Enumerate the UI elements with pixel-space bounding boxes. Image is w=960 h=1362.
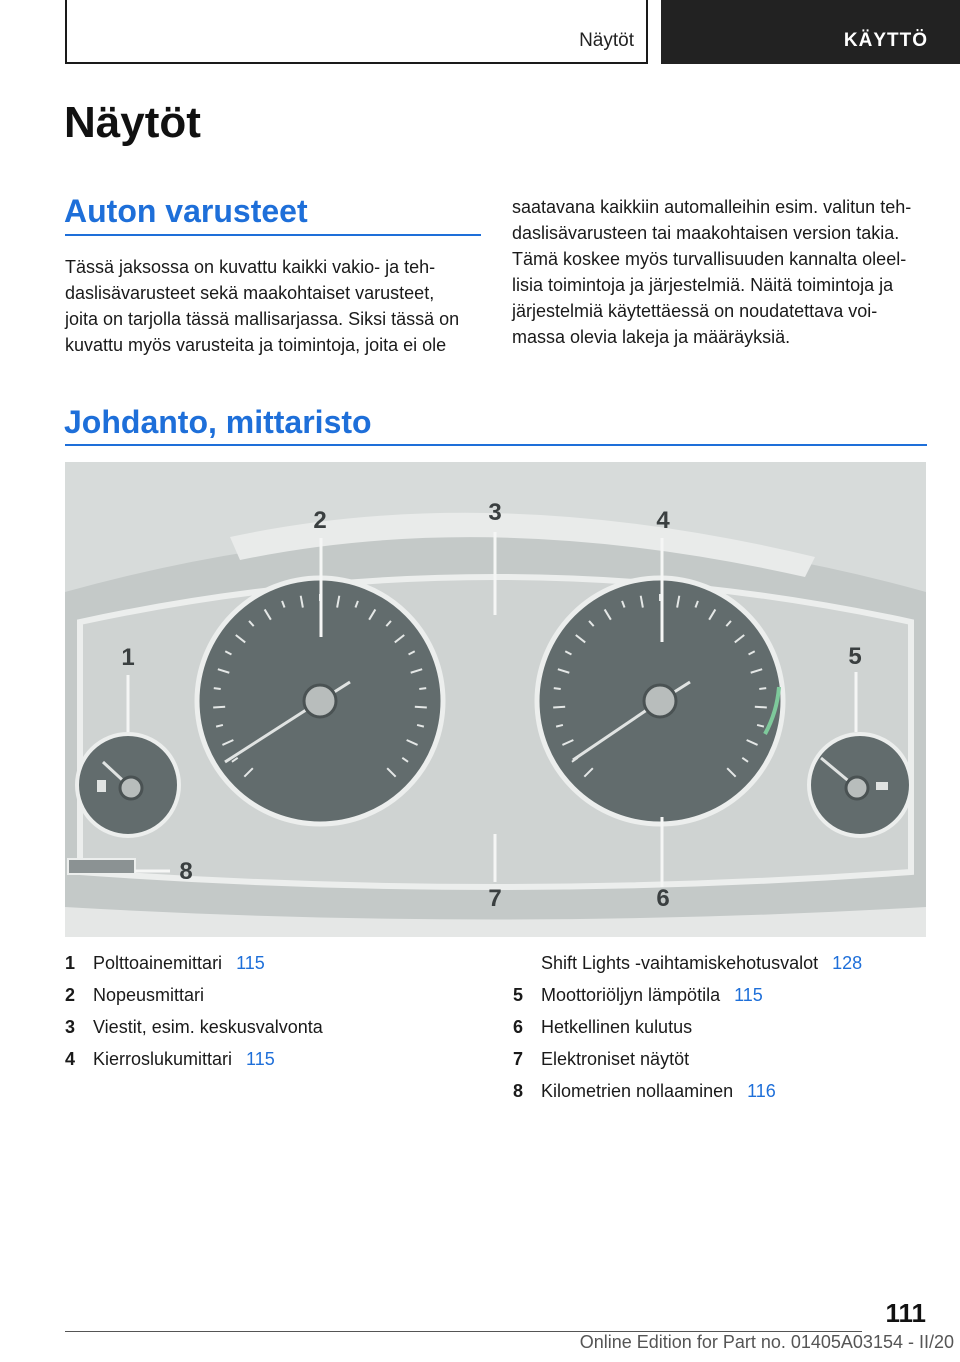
legend-number: 2 — [65, 985, 76, 1005]
dial-tick — [553, 707, 565, 708]
callout-2: 2 — [313, 507, 327, 534]
legend-number: 1 — [65, 953, 76, 973]
oil-temperature-hub — [846, 777, 868, 799]
footer-edition-text: Online Edition for Part no. 01405A03154 - II/20 — [579, 1332, 954, 1352]
text-line: Tämä koskee myös turvallisuuden kannalta oleel- — [512, 249, 907, 269]
dial-tick — [554, 688, 561, 689]
callout-6: 6 — [656, 885, 670, 912]
text-line: daslisävarusteet sekä maakohtaiset varusteet, — [65, 283, 435, 303]
text-line: daslisävarusteen tai maakohtaisen version takia. — [512, 223, 900, 243]
legend-number: 5 — [513, 985, 524, 1005]
text-line: kuvattu myös varusteita ja toimintoja, joita ei ole — [65, 335, 447, 355]
page-number: 111 — [885, 1298, 926, 1328]
legend-item — [65, 1016, 323, 1038]
header-section-box — [65, 0, 648, 64]
dial-tick — [419, 688, 426, 689]
callout-7: 7 — [488, 885, 502, 912]
section-rule — [65, 444, 927, 446]
dial-tick — [214, 688, 221, 689]
legend-text: Kierroslukumittari — [93, 1049, 233, 1069]
legend-item — [513, 1016, 692, 1038]
legend-text: Hetkellinen kulutus — [541, 1017, 693, 1037]
callout-4: 4 — [656, 507, 670, 534]
legend-text: Moottoriöljyn lämpötila — [541, 985, 721, 1005]
legend-number: 4 — [65, 1049, 76, 1069]
legend-item — [513, 1048, 689, 1070]
fuel-pump-icon — [97, 780, 106, 792]
fuel-gauge-hub — [120, 777, 142, 799]
header-chapter-label: KÄYTTÖ — [843, 30, 928, 51]
page-reference-link[interactable]: 128 — [832, 953, 863, 973]
header-section-label: Näytöt — [579, 30, 634, 51]
paragraph-col1 — [65, 254, 485, 358]
callout-8: 8 — [179, 858, 193, 885]
legend-text: Polttoainemittari — [93, 953, 223, 973]
page-title: Näytöt — [64, 98, 201, 147]
text-line: järjestelmiä käytettäessä on noudatettava voi- — [512, 301, 878, 321]
callout-1: 1 — [121, 644, 135, 671]
dial-tick — [213, 707, 225, 708]
page-reference-link[interactable]: 115 — [734, 985, 763, 1005]
page-reference-link[interactable]: 115 — [236, 953, 265, 973]
callout-5: 5 — [848, 643, 862, 670]
legend-item — [513, 1080, 776, 1102]
dial-tick — [415, 707, 427, 708]
oil-can-icon — [876, 782, 888, 790]
text-line: lisia toimintoja ja järjestelmiä. Näitä toimintoja ja — [512, 275, 894, 295]
legend-item — [65, 952, 265, 974]
text-line: joita on tarjolla tässä mallisarjassa. Siksi tässä on — [65, 309, 460, 329]
legend-number: 3 — [65, 1017, 76, 1037]
trip-reset-button — [68, 859, 135, 874]
legend-text: Elektroniset näytöt — [541, 1049, 690, 1069]
legend-item — [65, 984, 204, 1006]
section-title-equipment: Auton varusteet — [64, 193, 308, 229]
legend-number: 7 — [513, 1049, 524, 1069]
legend-number: 6 — [513, 1017, 524, 1037]
legend-text: Kilometrien nollaaminen — [541, 1081, 734, 1101]
text-line: Tässä jaksossa on kuvattu kaikki vakio- ja teh- — [65, 257, 436, 277]
legend-item — [513, 952, 862, 974]
dial-tick — [759, 688, 766, 689]
legend-text: Shift Lights -vaihtamiskehotusvalot — [541, 953, 819, 973]
callout-3: 3 — [488, 499, 502, 526]
page-reference-link[interactable]: 116 — [747, 1081, 776, 1101]
speedometer-hub — [304, 685, 336, 717]
page-reference-link[interactable]: 115 — [246, 1049, 275, 1069]
text-line: saatavana kaikkiin automalleihin esim. valitun teh- — [512, 197, 912, 217]
legend-text: Viestit, esim. keskusvalvonta — [93, 1017, 323, 1037]
section-title-instrument-cluster: Johdanto, mittaristo — [64, 404, 372, 440]
text-line: massa olevia lakeja ja määräyksiä. — [512, 327, 791, 347]
legend-text: Nopeusmittari — [93, 985, 205, 1005]
dial-tick — [755, 707, 767, 708]
tachometer-hub — [644, 685, 676, 717]
legend-item — [513, 984, 763, 1006]
legend-number: 8 — [513, 1081, 524, 1101]
header-chapter-box — [661, 0, 960, 64]
legend-item — [65, 1048, 275, 1070]
instrument-cluster-illustration — [65, 462, 926, 937]
paragraph-col2 — [512, 194, 942, 350]
section-rule — [65, 234, 481, 236]
